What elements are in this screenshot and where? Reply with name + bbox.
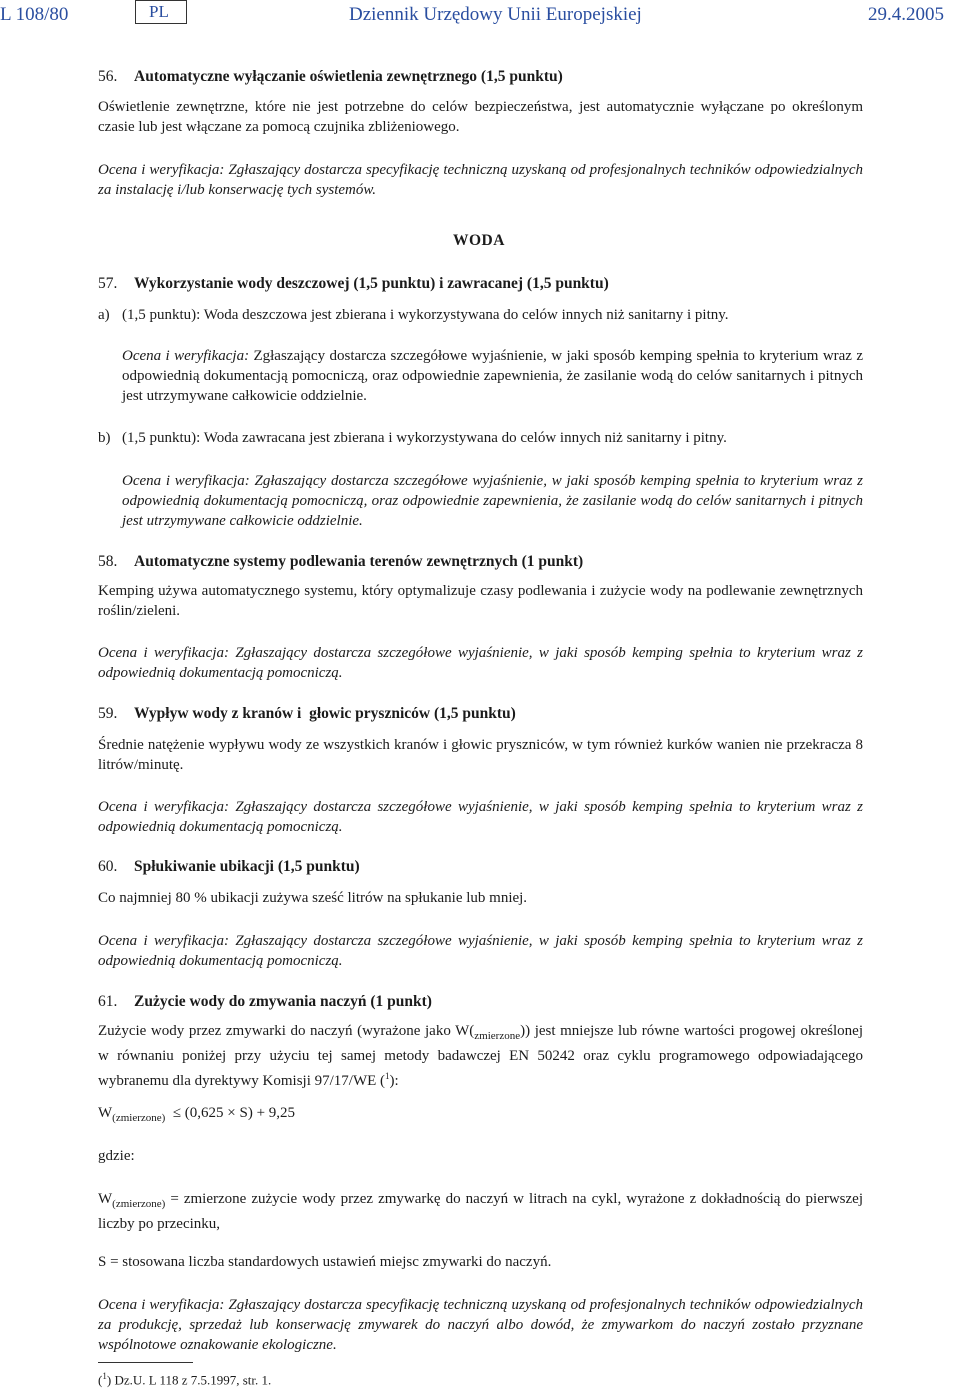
paragraph-59-eval: Ocena i weryfikacja: Zgłaszający dostarcza szczegółowe wyjaśnienie, w jaki sposób kemping spełnia to kryterium wraz z odpowiednią dokumentacją pomocniczą. [98, 799, 863, 835]
page-reference: L 108/80 [0, 4, 69, 25]
paragraph-58-eval: Ocena i weryfikacja: Zgłaszający dostarcza szczegółowe wyjaśnienie, w jaki sposób kemping spełnia to kryterium wraz z odpowiednią dokumentacją pomocniczą. [98, 645, 863, 681]
paragraph-61-eval: Ocena i weryfikacja: Zgłaszający dostarcza specyfikację techniczną uzyskaną od profesjonalnych techników odpowiedzialnych za produkcję, sprzedaż lub konserwację zmywarek do naczyń albo dowód, że zmywarkom do naczyń zostało przyznane wspólnotowe oznakowanie ekologiczne. [98, 1297, 863, 1353]
item-b-text: (1,5 punktu): Woda zawracana jest zbierana i wykorzystywana do celów innych niż sanitarny i pitny. [122, 430, 727, 446]
heading-61: 61. Zużycie wody do zmywania naczyń (1 punkt) [98, 993, 432, 1010]
where-label: gdzie: [98, 1148, 135, 1164]
paragraph-59-body: Średnie natężenie wypływu wody ze wszystkich kranów i głowic pryszniców, w tym również kurków wanien nie przekracza 8 litrów/minutę. [98, 737, 863, 773]
item-b-label: b) [98, 430, 111, 446]
item-a-label: a) [98, 307, 110, 323]
publication-date: 29.4.2005 [868, 4, 944, 25]
journal-title: Dziennik Urzędowy Unii Europejskiej [349, 4, 642, 25]
paragraph-60-body: Co najmniej 80 % ubikacji zużywa sześć litrów na spłukanie lub mniej. [98, 890, 528, 906]
heading-58-title: Automatyczne systemy podlewania terenów zewnętrznych (1 punkt) [134, 553, 584, 570]
footnote: ($^1$) Dz.U. L 118 z 7.5.1997, str. 1. [98, 1371, 272, 1388]
paragraph-58-body: Kemping używa automatycznego systemu, który optymalizuje czasy podlewania i zużycie wody na podlewanie zewnętrznych roślin/zieleni. [98, 583, 863, 619]
language-code: PL [149, 2, 169, 21]
section-title: WODA [453, 232, 505, 249]
heading-60: 60. Spłukiwanie ubikacji (1,5 punktu) [98, 858, 360, 875]
heading-59-title: Wypływ wody z kranów i głowic pryszniców (1,5 punktu) [134, 705, 516, 722]
item-b-eval: Ocena i weryfikacja: Zgłaszający dostarcza szczegółowe wyjaśnienie, w jaki sposób kemping spełnia to kryterium wraz z odpowiednią dokumentacją pomocniczą, oraz odpowiednie zapewnienia, że zasilanie wodą do celów sanitarnych i pitnych jest utrzymywane całkowicie oddzielnie. [122, 473, 863, 529]
paragraph-60-eval: Ocena i weryfikacja: Zgłaszający dostarcza szczegółowe wyjaśnienie, w jaki sposób kemping spełnia to kryterium wraz z odpowiednią dokumentacją pomocniczą. [98, 933, 863, 969]
heading-57: 57. Wykorzystanie wody deszczowej (1,5 punktu) i zawracanej (1,5 punktu) [98, 275, 609, 292]
heading-57-title: Wykorzystanie wody deszczowej (1,5 punktu) i zawracanej (1,5 punktu) [134, 275, 609, 292]
heading-59: 59. Wypływ wody z kranów i głowic pryszniców (1,5 punktu) [98, 705, 516, 722]
heading-60-title: Spłukiwanie ubikacji (1,5 punktu) [134, 858, 360, 875]
definition-s: S = stosowana liczba standardowych ustawień miejsc zmywarki do naczyń. [98, 1254, 552, 1270]
heading-58: 58. Automatyczne systemy podlewania terenów zewnętrznych (1 punkt) [98, 553, 584, 570]
item-a-text: (1,5 punktu): Woda deszczowa jest zbierana i wykorzystywana do celów innych niż sanitarny i pitny. [122, 307, 729, 323]
heading-56-title: Automatyczne wyłączanie oświetlenia zewnętrznego (1,5 punktu) [134, 68, 563, 85]
heading-61-title: Zużycie wody do zmywania naczyń (1 punkt) [134, 993, 432, 1010]
item-a-eval: Ocena i weryfikacja: Zgłaszający dostarcza szczegółowe wyjaśnienie, w jaki sposób kemping spełnia to kryterium wraz z odpowiednią dokumentacją pomocniczą, oraz odpowiednie zapewnienia, że zasilanie wodą do celów sanitarnych i pitnych jest utrzymywane całkowicie oddzielnie. [122, 348, 864, 404]
heading-56: 56. Automatyczne wyłączanie oświetlenia zewnętrznego (1,5 punktu) [98, 68, 563, 85]
language-box [135, 0, 187, 24]
footnote-rule [98, 1362, 193, 1363]
paragraph-56-eval: Ocena i weryfikacja: Zgłaszający dostarcza specyfikację techniczną uzyskaną od profesjonalnych techników odpowiedzialnych za instalację i/lub konserwację tych systemów. [98, 162, 863, 198]
paragraph-56-body: Oświetlenie zewnętrzne, które nie jest potrzebne do celów bezpieczeństwa, jest automatycznie wyłączane po określonym czasie lub jest włączane za pomocą czujnika zbliżeniowego. [98, 99, 863, 135]
paragraph-61-body: Zużycie wody przez zmywarki do naczyń (wyrażone jako $W(_{zmierzone})$) jest mniejsze lub równe wartości progowej określonej w równaniu poniżej przy użyciu tej samej metody badawczej EN 50242 oraz cyklu programowego odpowiadającego wybranemu dla dyrektywy Komisji 97/17/WE ($^1$): [98, 1023, 863, 1089]
page-header [0, 0, 960, 30]
formula: $W_{(zmierzone)} \le (0,625 \times S) + 9,25$ [98, 1105, 296, 1124]
definition-w: $W_{(zmierzone)}$ = zmierzone zużycie wody przez zmywarkę do naczyń w litrach na cykl, wyrażone z dokładnością do pierwszej liczby po przecinku, [98, 1191, 863, 1232]
